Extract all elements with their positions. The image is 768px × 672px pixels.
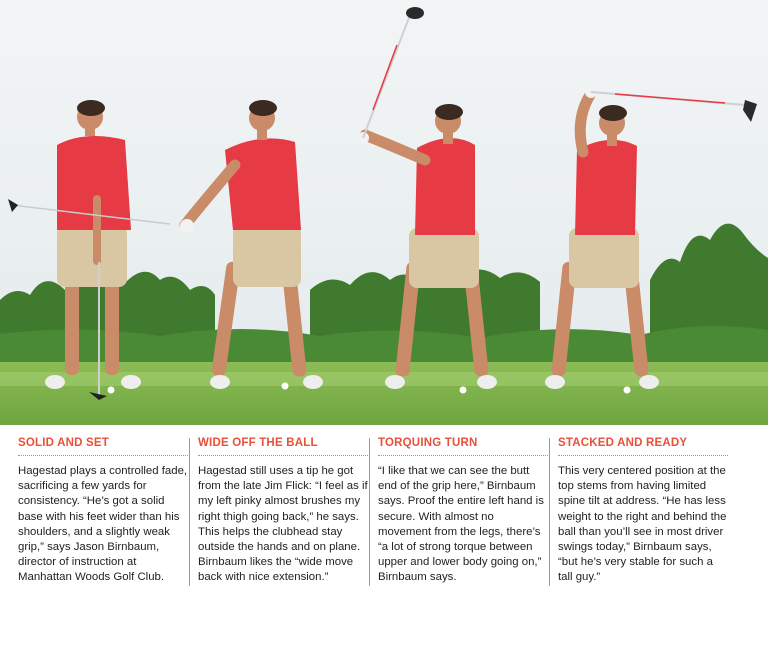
caption-heading: SOLID AND SET [18, 437, 188, 456]
caption-column-wide-off-the-ball [198, 437, 368, 586]
caption-heading: TORQUING TURN [378, 437, 548, 456]
column-divider [369, 438, 370, 586]
caption-column-stacked-and-ready [558, 437, 728, 586]
caption-body: Hagestad still uses a tip he got from the late Jim Flick: “I feel as if my left pinky almost brushes my right thigh going back,” he says. This helps the clubhead stay outside the hands and on plane. Birnbaum likes the “wide move back with nice extension.” [198, 465, 368, 584]
caption-column-solid-and-set [18, 437, 188, 586]
column-divider [549, 438, 550, 586]
caption-heading: STACKED AND READY [558, 437, 728, 456]
caption-section [0, 425, 768, 672]
caption-column-torquing-turn [378, 437, 548, 586]
column-divider [189, 438, 190, 586]
caption-body: Hagestad plays a controlled fade, sacrificing a few yards for consistency. “He’s got a solid base with his feet wider than his shoulders, and a slightly weak grip,” says Jason Birnbaum, director of instruction at Manhattan Woods Golf Club. [18, 465, 188, 584]
caption-heading: WIDE OFF THE BALL [198, 437, 368, 456]
caption-body: “I like that we can see the butt end of the grip here,” Birnbaum says. Proof the entire left hand is secure. With almost no movement from the legs, there’s “a lot of strong torque between upper and lower body going on,” Birnbaum says. [378, 465, 544, 584]
caption-body: This very centered position at the top stems from having limited spine tilt at address. “He has less weight to the right and behind the ball than you’ll see in most driver swings today,” Birnbaum says, “but he’s very stable for such a tall guy.” [558, 465, 727, 584]
